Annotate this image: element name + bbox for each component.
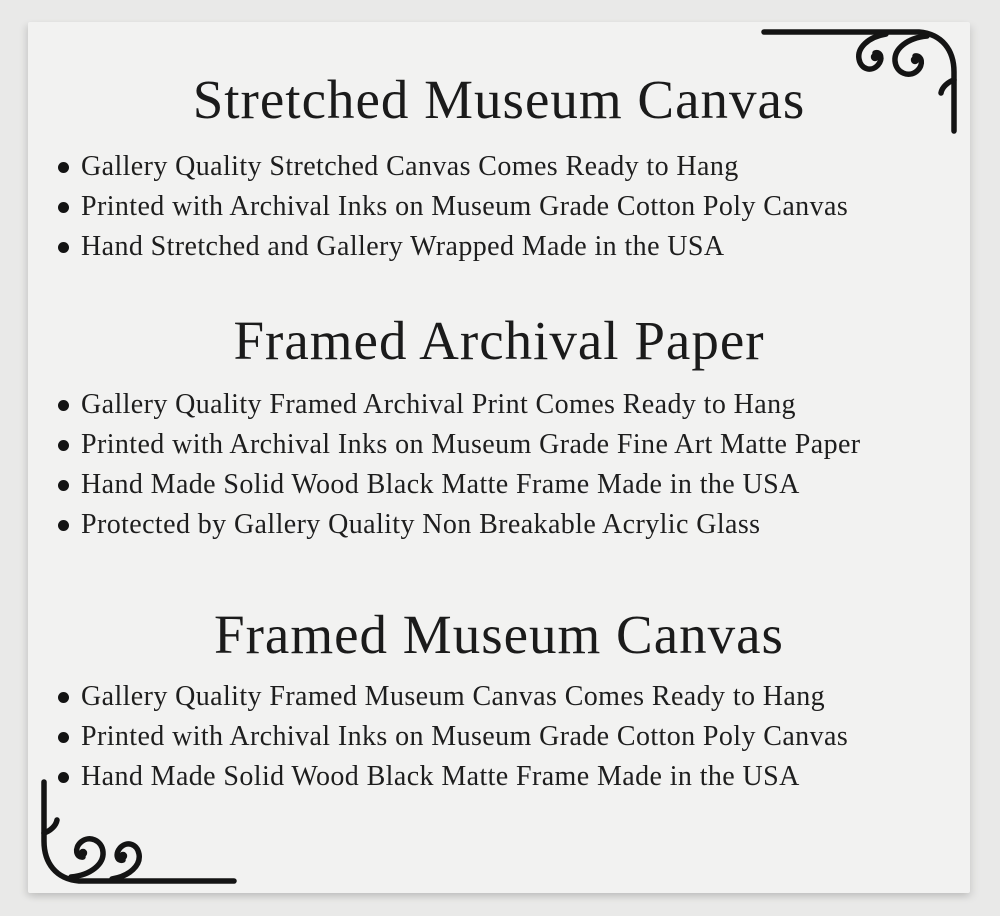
list-item xyxy=(58,425,956,465)
section-title: Framed Museum Canvas xyxy=(214,604,784,665)
list-item xyxy=(58,717,956,757)
feature-text: Hand Made Solid Wood Black Matte Frame Made in the USA xyxy=(81,469,800,500)
bullet-dot-icon xyxy=(58,732,69,743)
product-description-card xyxy=(28,22,970,893)
list-item xyxy=(58,187,956,227)
section-framed-museum-canvas xyxy=(28,603,970,797)
feature-text: Gallery Quality Framed Archival Print Comes Ready to Hang xyxy=(81,389,796,420)
section-title: Stretched Museum Canvas xyxy=(192,69,806,130)
bullet-dot-icon xyxy=(58,400,69,411)
feature-list xyxy=(28,385,970,545)
list-item xyxy=(58,385,956,425)
bullet-dot-icon xyxy=(58,692,69,703)
section-title: Framed Archival Paper xyxy=(233,310,765,371)
list-item xyxy=(58,505,956,545)
bullet-dot-icon xyxy=(58,440,69,451)
list-item xyxy=(58,757,956,797)
feature-text: Hand Stretched and Gallery Wrapped Made in the USA xyxy=(81,231,725,262)
bullet-dot-icon xyxy=(58,162,69,173)
feature-text: Gallery Quality Framed Museum Canvas Comes Ready to Hang xyxy=(81,681,826,712)
list-item xyxy=(58,465,956,505)
bullet-dot-icon xyxy=(58,242,69,253)
feature-text: Printed with Archival Inks on Museum Grade Cotton Poly Canvas xyxy=(81,191,849,222)
list-item xyxy=(58,677,956,717)
list-item xyxy=(58,227,956,267)
bullet-dot-icon xyxy=(58,772,69,783)
bullet-dot-icon xyxy=(58,520,69,531)
feature-text: Printed with Archival Inks on Museum Grade Fine Art Matte Paper xyxy=(81,429,861,460)
feature-list xyxy=(28,147,970,267)
feature-text: Hand Made Solid Wood Black Matte Frame Made in the USA xyxy=(81,761,800,792)
feature-text: Printed with Archival Inks on Museum Grade Cotton Poly Canvas xyxy=(81,721,849,752)
section-stretched-museum-canvas xyxy=(28,68,970,267)
bullet-dot-icon xyxy=(58,480,69,491)
bullet-dot-icon xyxy=(58,202,69,213)
feature-list xyxy=(28,677,970,797)
section-framed-archival-paper xyxy=(28,309,970,545)
list-item xyxy=(58,147,956,187)
feature-text: Gallery Quality Stretched Canvas Comes Ready to Hang xyxy=(81,151,739,182)
feature-text: Protected by Gallery Quality Non Breakable Acrylic Glass xyxy=(81,509,761,540)
